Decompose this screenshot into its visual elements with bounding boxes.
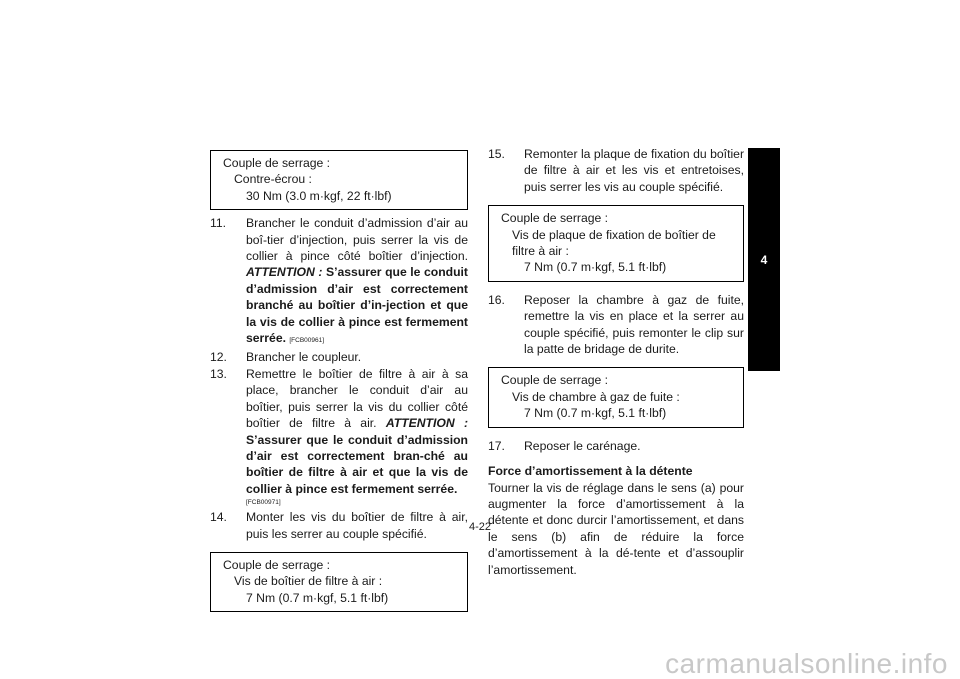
step-13	[210, 366, 468, 509]
step-text	[246, 366, 468, 509]
right-column	[488, 146, 744, 578]
attention-label: ATTENTION :	[246, 265, 323, 280]
step-instruction: Brancher le conduit d’admission d’air au boî-tier d’injection, puis serrer la vis de collier à pince côté boîtier d’injection.	[246, 216, 468, 264]
attention-text: S’assurer que le conduit d’admission d’air est correctement bran-ché au boîtier de filtre à air et que la vis de collier à pince est fermement serrée.	[246, 432, 468, 496]
step-14	[210, 509, 468, 542]
page-number: 4-22	[468, 521, 492, 533]
step-17	[488, 438, 744, 454]
step-12	[210, 349, 468, 365]
torque-value: 30 Nm (3.0 m·kgf, 22 ft·lbf)	[246, 188, 392, 203]
attention-label: ATTENTION :	[385, 416, 468, 431]
attention-text: S’assurer que le conduit d’admission d’air est correctement branché au boîtier d’in-jection et que la vis de collier à pince est fermement serrée.	[246, 265, 468, 346]
step-text: Remonter la plaque de fixation du boîtier de filtre à air et les vis et entretoises, puis serrer les vis au couple spécifié.	[524, 147, 744, 194]
step-number: 14.	[210, 510, 227, 525]
torque-item: Vis de chambre à gaz de fuite :	[512, 389, 680, 404]
torque-value: 7 Nm (0.7 m·kgf, 5.1 ft·lbf)	[246, 590, 389, 605]
torque-spec-box	[488, 205, 744, 282]
torque-value: 7 Nm (0.7 m·kgf, 5.1 ft·lbf)	[524, 406, 667, 421]
torque-title: Couple de serrage :	[223, 156, 331, 170]
watermark: carmanualsonline.info	[665, 647, 948, 679]
torque-spec-box	[210, 150, 468, 210]
step-16	[488, 292, 744, 358]
step-15	[488, 146, 744, 195]
reference-code: [FCB00971]	[246, 499, 281, 507]
step-instruction: Remettre le boîtier de filtre à air à sa place, brancher le conduit d’air au boîtier, puis serrer la vis du collier côté boîtier de filtre à air.	[246, 366, 468, 431]
step-text: Brancher le coupleur.	[246, 350, 362, 365]
torque-item: Vis de plaque de fixation de boîtier de filtre à air :	[512, 227, 716, 259]
step-text: Monter les vis du boîtier de filtre à air, puis les serrer au couple spécifié.	[246, 510, 468, 541]
step-11	[210, 215, 468, 349]
torque-spec-box	[488, 367, 744, 427]
step-text: Reposer la chambre à gaz de fuite, remettre la vis en place et la serrer au couple spécifié, puis remonter le clip sur la patte de bridage de durite.	[524, 292, 744, 357]
torque-title: Couple de serrage :	[501, 373, 609, 388]
chapter-number: 4	[760, 253, 768, 267]
step-number: 15.	[488, 147, 505, 161]
step-number: 17.	[488, 438, 505, 453]
reference-code: [FCB00961]	[289, 337, 325, 345]
step-number: 13.	[210, 366, 227, 381]
torque-item: Contre-écrou :	[234, 172, 312, 187]
section-text: Tourner la vis de réglage dans le sens (a) pour augmenter la force d’amortissement à la détente et donc durcir l’amortissement, et dans le sens (b) afin de réduire la force d’amortissement à la dé-tente et d’assouplir l’amortissement.	[488, 480, 744, 577]
section-title: Force d’amortissement à la détente	[488, 464, 693, 479]
step-text: Reposer le carénage.	[524, 438, 641, 453]
left-column	[210, 150, 468, 617]
step-number: 11.	[210, 216, 227, 231]
step-number: 16.	[488, 292, 505, 307]
step-text	[246, 215, 468, 349]
torque-spec-box	[210, 552, 468, 612]
torque-title: Couple de serrage :	[223, 557, 331, 572]
chapter-tab	[748, 148, 780, 371]
step-number: 12.	[210, 350, 227, 365]
torque-title: Couple de serrage :	[501, 211, 609, 226]
torque-item: Vis de boîtier de filtre à air :	[234, 574, 383, 589]
torque-value: 7 Nm (0.7 m·kgf, 5.1 ft·lbf)	[524, 260, 667, 275]
